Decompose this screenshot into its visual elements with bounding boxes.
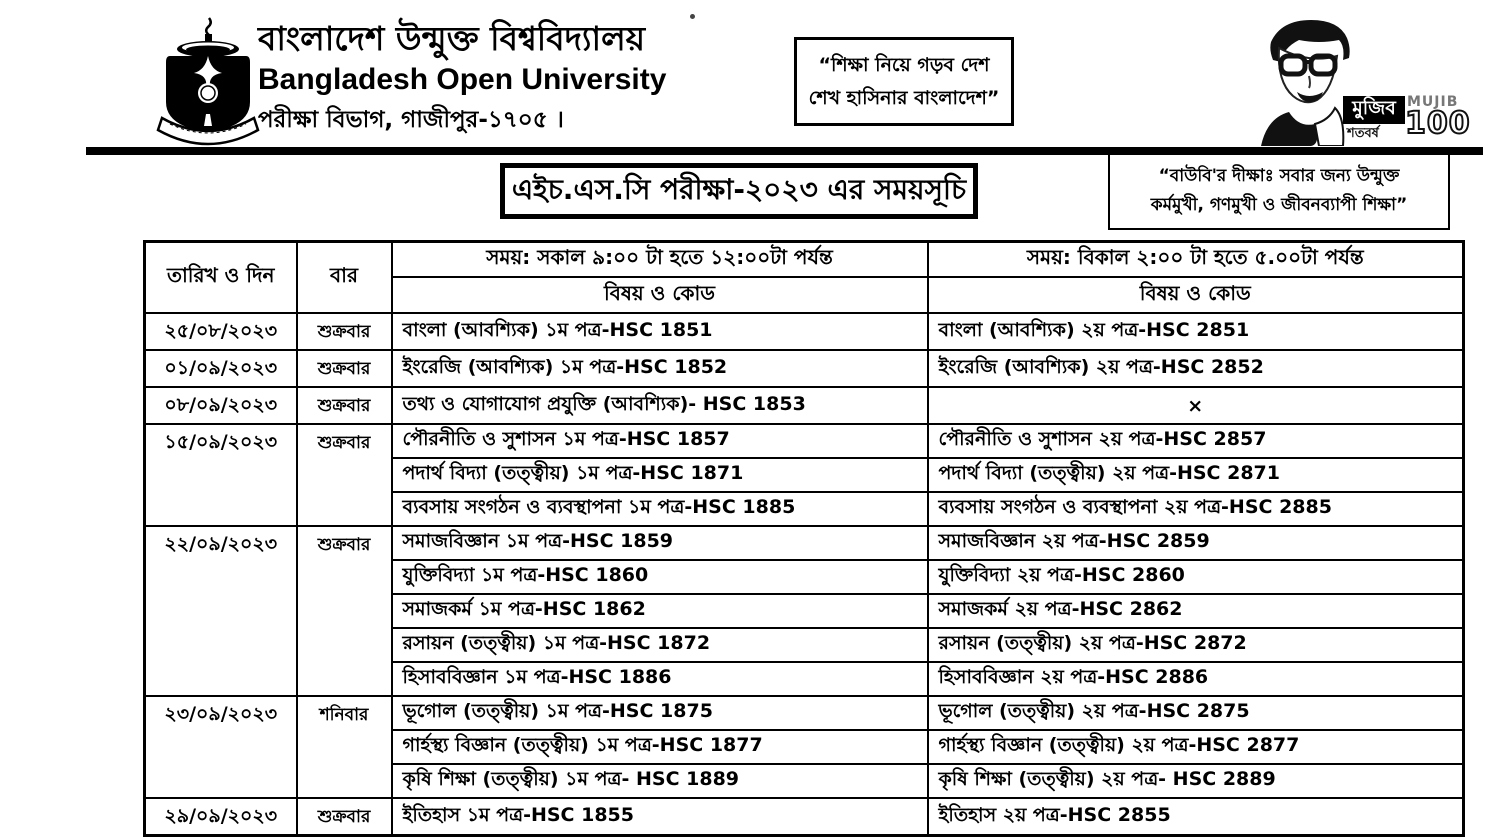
bou-emblem-graphic <box>150 16 268 146</box>
afternoon-subject-cell: সমাজবিজ্ঞান ২য় পত্র-HSC 2859 <box>928 526 1464 560</box>
exam-title: এইচ.এস.সি পরীক্ষা-২০২৩ এর সময়সূচি <box>511 172 967 206</box>
weekday-cell: শুক্রবার <box>297 526 392 696</box>
bou-logo <box>150 16 268 146</box>
weekday-cell: শুক্রবার <box>297 798 392 836</box>
weekday-cell: শুক্রবার <box>297 350 392 387</box>
afternoon-subject-cell: পদার্থ বিদ্যা (তত্ত্বীয়) ২য় পত্র-HSC 2871 <box>928 458 1464 492</box>
morning-subject-cell: পদার্থ বিদ্যা (তত্ত্বীয়) ১ম পত্র-HSC 1871 <box>392 458 928 492</box>
mujib-logo-text-100: 100 <box>1405 106 1471 141</box>
date-cell: ২২/০৯/২০২৩ <box>145 526 297 696</box>
afternoon-subject-cell: রসায়ন (তত্ত্বীয়) ২য় পত্র-HSC 2872 <box>928 628 1464 662</box>
date-cell: ১৫/০৯/২০২৩ <box>145 424 297 526</box>
afternoon-subject-cell: কৃষি শিক্ষা (তত্ত্বীয়) ২য় পত্র- HSC 2889 <box>928 764 1464 798</box>
morning-subject-cell: ব্যবসায় সংগঠন ও ব্যবস্থাপনা ১ম পত্র-HSC 1885 <box>392 492 928 526</box>
university-name-english: Bangladesh Open University <box>258 63 667 96</box>
date-cell: ২৩/০৯/২০২৩ <box>145 696 297 798</box>
date-cell: ২৯/০৯/২০২৩ <box>145 798 297 836</box>
morning-subject-cell: রসায়ন (তত্ত্বীয়) ১ম পত্র-HSC 1872 <box>392 628 928 662</box>
weekday-cell: শুক্রবার <box>297 387 392 424</box>
header-afternoon-session: সময়: বিকাল ২:০০ টা হতে ৫.০০টা পর্যন্ত <box>928 242 1464 278</box>
header-date-day: তারিখ ও দিন <box>145 242 297 314</box>
table-header-row-sessions <box>145 242 1464 278</box>
afternoon-subject-cell: সমাজকর্ম ২য় পত্র-HSC 2862 <box>928 594 1464 628</box>
afternoon-subject-cell: বাংলা (আবশ্যিক) ২য় পত্র-HSC 2851 <box>928 313 1464 350</box>
header-subject-code-morning: বিষয় ও কোড <box>392 277 928 313</box>
afternoon-subject-cell: × <box>928 387 1464 424</box>
morning-subject-cell: যুক্তিবিদ্যা ১ম পত্র-HSC 1860 <box>392 560 928 594</box>
motto-line-2: কর্মমুখী, গণমুখী ও জীবনব্যাপী শিক্ষা” <box>1150 195 1408 215</box>
morning-subject-cell: সমাজবিজ্ঞান ১ম পত্র-HSC 1859 <box>392 526 928 560</box>
date-cell: ২৫/০৮/২০২৩ <box>145 313 297 350</box>
afternoon-subject-cell: যুক্তিবিদ্যা ২য় পত্র-HSC 2860 <box>928 560 1464 594</box>
schedule-row <box>145 387 1464 424</box>
department-line: পরীক্ষা বিভাগ, গাজীপুর-১৭০৫ । <box>258 107 564 133</box>
university-name-bengali: বাংলাদেশ উন্মুক্ত বিশ্ববিদ্যালয় <box>258 19 646 58</box>
afternoon-subject-cell: ব্যবসায় সংগঠন ও ব্যবস্থাপনা ২য় পত্র-HSC 2885 <box>928 492 1464 526</box>
exam-title-box <box>500 163 978 219</box>
mujib100-logo <box>1253 8 1471 146</box>
weekday-cell: শুক্রবার <box>297 424 392 526</box>
schedule-row <box>145 424 1464 458</box>
afternoon-subject-cell: গার্হস্থ্য বিজ্ঞান (তত্ত্বীয়) ২য় পত্র-HSC 2877 <box>928 730 1464 764</box>
morning-subject-cell: হিসাববিজ্ঞান ১ম পত্র-HSC 1886 <box>392 662 928 696</box>
scan-speck <box>690 14 695 19</box>
afternoon-subject-cell: হিসাববিজ্ঞান ২য় পত্র-HSC 2886 <box>928 662 1464 696</box>
mujib-logo-text-en: MUJIB <box>1407 94 1459 110</box>
date-cell: ০১/০৯/২০২৩ <box>145 350 297 387</box>
slogan-line-1: “শিক্ষা নিয়ে গড়ব দেশ <box>818 53 990 76</box>
weekday-cell: শনিবার <box>297 696 392 798</box>
afternoon-subject-cell: পৌরনীতি ও সুশাসন ২য় পত্র-HSC 2857 <box>928 424 1464 458</box>
weekday-cell: শুক্রবার <box>297 313 392 350</box>
slogan-line-2: শেখ হাসিনার বাংলাদেশ” <box>808 86 1000 109</box>
date-cell: ০৮/০৯/২০২৩ <box>145 387 297 424</box>
afternoon-subject-cell: ইতিহাস ২য় পত্র-HSC 2855 <box>928 798 1464 836</box>
morning-subject-cell: সমাজকর্ম ১ম পত্র-HSC 1862 <box>392 594 928 628</box>
morning-subject-cell: বাংলা (আবশ্যিক) ১ম পত্র-HSC 1851 <box>392 313 928 350</box>
morning-subject-cell: কৃষি শিক্ষা (তত্ত্বীয়) ১ম পত্র- HSC 1889 <box>392 764 928 798</box>
afternoon-subject-cell: ইংরেজি (আবশ্যিক) ২য় পত্র-HSC 2852 <box>928 350 1464 387</box>
morning-subject-cell: তথ্য ও যোগাযোগ প্রযুক্তি (আবশ্যিক)- HSC 1853 <box>392 387 928 424</box>
morning-subject-cell: ইতিহাস ১ম পত্র-HSC 1855 <box>392 798 928 836</box>
morning-subject-cell: পৌরনীতি ও সুশাসন ১ম পত্র-HSC 1857 <box>392 424 928 458</box>
header-morning-session: সময়: সকাল ৯:০০ টা হতে ১২:০০টা পর্যন্ত <box>392 242 928 278</box>
schedule-row <box>145 313 1464 350</box>
afternoon-subject-cell: ভূগোল (তত্ত্বীয়) ২য় পত্র-HSC 2875 <box>928 696 1464 730</box>
schedule-row <box>145 696 1464 730</box>
header-text-block <box>258 18 818 138</box>
schedule-row <box>145 526 1464 560</box>
motto-box <box>1108 152 1450 230</box>
mujib-logo-text-bn: মুজিব <box>1343 96 1405 124</box>
header-subject-code-afternoon: বিষয় ও কোড <box>928 277 1464 313</box>
motto-line-1: “বাউবি'র দীক্ষাঃ সবার জন্য উন্মুক্ত <box>1158 166 1400 186</box>
header-weekday: বার <box>297 242 392 314</box>
morning-subject-cell: ইংরেজি (আবশ্যিক) ১ম পত্র-HSC 1852 <box>392 350 928 387</box>
slogan-box <box>794 37 1014 126</box>
schedule-row <box>145 798 1464 836</box>
morning-subject-cell: গার্হস্থ্য বিজ্ঞান (তত্ত্বীয়) ১ম পত্র-HSC 1877 <box>392 730 928 764</box>
morning-subject-cell: ভূগোল (তত্ত্বীয়) ১ম পত্র-HSC 1875 <box>392 696 928 730</box>
mujib-logo-text-shatoborsho: শতবর্ষ <box>1347 126 1379 141</box>
schedule-row <box>145 350 1464 387</box>
exam-schedule-table <box>143 240 1465 837</box>
